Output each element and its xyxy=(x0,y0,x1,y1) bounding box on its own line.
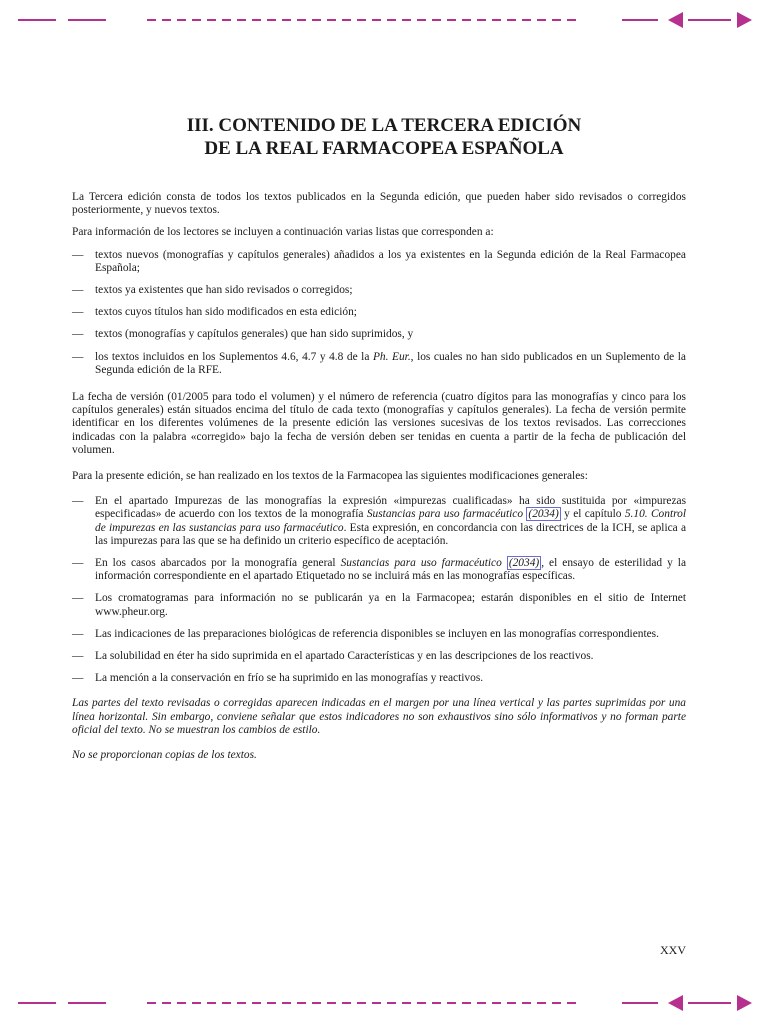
nav-dash xyxy=(18,1002,56,1004)
modification-text: y el capítulo xyxy=(560,508,625,521)
em-dash-bullet: — xyxy=(72,495,84,508)
list-item xyxy=(72,284,686,297)
modification-text: Los cromatogramas para información no se publicarán ya en la Farmacopea; estarán disponibles en el sitio de Internet www.pheur.org. xyxy=(95,592,686,618)
title-line-2: DE LA REAL FARMACOPEA ESPAÑOLA xyxy=(204,138,564,159)
nav-dash xyxy=(622,1002,658,1004)
nav-dash xyxy=(688,19,731,21)
monograph-name-italic: Sustancias para uso farmacéutico xyxy=(366,508,524,521)
next-page-arrow-icon[interactable] xyxy=(734,10,754,30)
modification-item xyxy=(72,557,686,583)
bottom-navigation-bar xyxy=(0,993,768,1013)
em-dash-bullet: — xyxy=(72,672,84,685)
nav-dashed-line xyxy=(147,19,582,21)
modifications-intro-paragraph: Para la presente edición, se han realizado en los textos de la Farmacopea las siguientes modificaciones generales: xyxy=(72,470,588,483)
em-dash-bullet: — xyxy=(72,284,84,297)
lists-intro-paragraph: Para información de los lectores se incluyen a continuación varias listas que corresponden a: xyxy=(72,226,494,239)
next-page-arrow-icon[interactable] xyxy=(734,993,754,1013)
list-item-text: los textos incluidos en los Suplementos 4.6, 4.7 y 4.8 de la xyxy=(95,350,373,363)
monograph-reference-link[interactable]: (2034) xyxy=(528,508,559,521)
list-item-text: , los cuales no han sido publicados en un Suplemento de la Segunda edición de la RFE. xyxy=(95,350,686,376)
version-date-paragraph: La fecha de versión (01/2005 para todo el volumen) y el número de referencia (cuatro dígitos para las monografías y cinco para los capítulos generales) están situados encima del título de cada texto (monografías y capítulos generales). La fecha de versión permite identificar en los diferentes volúmenes de la presente edición las versiones sucesivas de los textos revisados. Las correcciones indicadas con la palabra «corregido» bajo la fecha de versión deben ser tenidas en cuenta a partir de la fecha de publicación del volumen. xyxy=(72,391,686,456)
em-dash-bullet: — xyxy=(72,248,84,261)
em-dash-bullet: — xyxy=(72,306,84,319)
modification-text: En el apartado Impurezas de las monografías la expresión «impurezas cualificadas» ha sido sustituida por «impurezas especificadas» de acuerdo con los textos de la monografía xyxy=(95,495,686,521)
modification-item xyxy=(72,628,686,641)
modification-item xyxy=(72,650,686,663)
nav-dash xyxy=(68,1002,106,1004)
previous-page-arrow-icon[interactable] xyxy=(666,10,686,30)
modification-text: , el ensayo de esterilidad y la información correspondiente en el apartado Etiquetado no se incluirá más en las monografías específicas. xyxy=(95,557,687,583)
monograph-reference-link[interactable]: (2034) xyxy=(508,557,540,570)
nav-dash xyxy=(68,19,106,21)
revision-note-italic: Las partes del texto revisadas o corregidas aparecen indicadas en el margen por una línea vertical y las partes suprimidas por una línea horizontal. Sin embargo, conviene señalar que estos indicadores no son exhaustivos sino sólo informativos y no forman parte oficial del texto. No se muestran los cambios de estilo. xyxy=(72,697,686,736)
list-item xyxy=(72,249,686,275)
modification-text: . Esta expresión, en concordancia con las directrices de la ICH, se aplica a las impurezas para las que se ha definido un criterio específico de aceptación. xyxy=(95,521,686,547)
em-dash-bullet: — xyxy=(72,557,84,570)
modification-item xyxy=(72,495,686,548)
list-item-text: textos nuevos (monografías y capítulos generales) añadidos a los ya existentes en la Segunda edición de la Real Farmacopea Española; xyxy=(95,248,686,274)
modification-item xyxy=(72,592,686,618)
modification-item xyxy=(72,672,686,685)
nav-dashed-line xyxy=(147,1002,582,1004)
em-dash-bullet: — xyxy=(72,650,84,663)
monograph-name-italic: Sustancias para uso farmacéutico xyxy=(340,557,502,570)
modification-text: En los casos abarcados por la monografía general xyxy=(95,557,341,570)
list-item-text: textos cuyos títulos han sido modificados en esta edición; xyxy=(95,306,357,319)
modification-text: Las indicaciones de las preparaciones biológicas de referencia disponibles se incluyen en las monografías correspondientes. xyxy=(95,627,659,640)
list-item xyxy=(72,351,686,377)
chapter-name-italic: 5.10. Control de impurezas en las sustancias para uso farmacéutico xyxy=(95,508,686,534)
page-number: XXV xyxy=(660,943,686,957)
no-copies-note: No se proporcionan copias de los textos. xyxy=(72,749,257,762)
nav-dash xyxy=(18,19,56,21)
title-line-1: III. CONTENIDO DE LA TERCERA EDICIÓN xyxy=(186,115,582,136)
list-item-text: textos ya existentes que han sido revisados o corregidos; xyxy=(95,284,353,297)
em-dash-bullet: — xyxy=(72,592,84,605)
previous-page-arrow-icon[interactable] xyxy=(666,993,686,1013)
list-item-text: textos (monografías y capítulos generales) que han sido suprimidos, y xyxy=(95,328,414,341)
em-dash-bullet: — xyxy=(72,328,84,341)
list-item xyxy=(72,306,686,319)
ph-eur-italic: Ph. Eur. xyxy=(372,350,411,363)
em-dash-bullet: — xyxy=(72,350,84,363)
list-item xyxy=(72,328,686,341)
nav-dash xyxy=(688,1002,731,1004)
intro-paragraph: La Tercera edición consta de todos los textos publicados en la Segunda edición, que pueden haber sido revisados o corregidos posteriormente, y nuevos textos. xyxy=(72,191,686,217)
page-title xyxy=(0,114,768,160)
top-navigation-bar xyxy=(0,10,768,30)
modification-text: La mención a la conservación en frío se ha suprimido en las monografías y reactivos. xyxy=(95,672,484,685)
em-dash-bullet: — xyxy=(72,627,84,640)
modification-text: La solubilidad en éter ha sido suprimida en el apartado Características y en las descripciones de los reactivos. xyxy=(95,650,594,663)
nav-dash xyxy=(622,19,658,21)
document-body xyxy=(72,191,686,771)
